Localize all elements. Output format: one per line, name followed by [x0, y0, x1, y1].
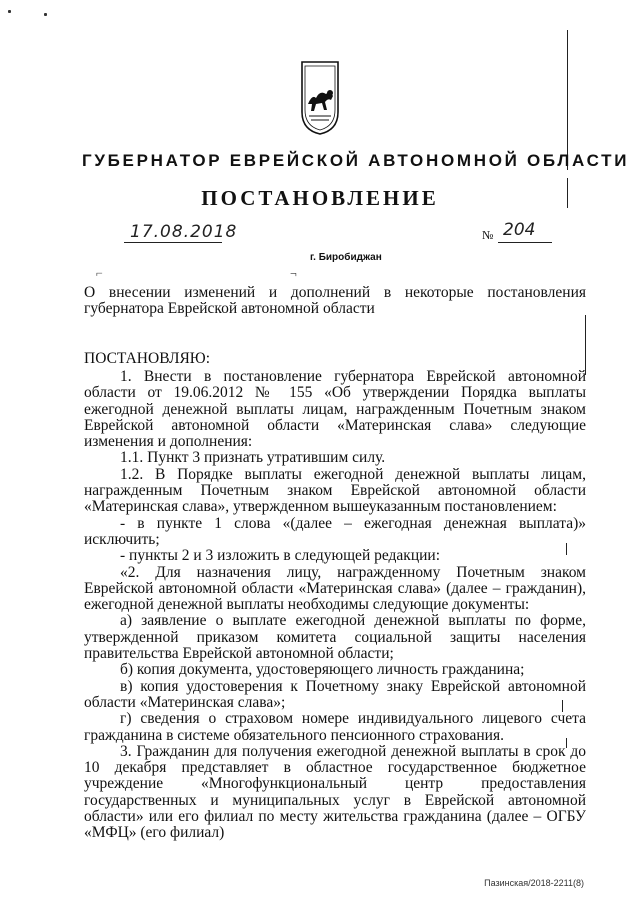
- paragraph: «2. Для назначения лицу, награжденному Почетным знаком Еврейской автономной области «Материнская слава» (далее – гражданин), ежегодной денежной выплаты необходимы следующие документы:: [84, 563, 586, 614]
- coat-of-arms-icon: [300, 60, 340, 136]
- margin-line: [585, 315, 586, 375]
- document-date: 17.08.2018: [130, 222, 238, 242]
- paragraph: 1.1. Пункт 3 признать утратившим силу.: [120, 449, 386, 467]
- paragraph: в) копия удостоверения к Почетному знаку Еврейской автономной области «Материнская слава»;: [84, 677, 586, 711]
- number-underline: [498, 242, 552, 243]
- paragraph: г) сведения о страховом номере индивидуального лицевого счета гражданина в системе обязательного пенсионного страхования.: [84, 710, 586, 744]
- document-subject: О внесении изменений и дополнений в некоторые постановления губернатора Еврейской автономной области: [84, 284, 586, 317]
- paragraph: - в пункте 1 слова «(далее – ежегодная денежная выплата)» исключить;: [84, 514, 586, 548]
- scan-speck: [8, 10, 11, 13]
- number-label: №: [482, 228, 494, 242]
- paragraph: а) заявление о выплате ежегодной денежной выплаты по форме, утвержденной приказом комитета социальной защиты населения правительства Еврейской автономной области;: [84, 612, 586, 663]
- date-underline: [124, 242, 222, 243]
- document-type-title: ПОСТАНОВЛЕНИЕ: [201, 186, 439, 210]
- paragraph: 3. Гражданин для получения ежегодной денежной выплаты в срок до 10 декабря представляет в областное государственное бюджетное учреждение «Многофункциональный центр предоставления государственных и муниципальных услуг в Еврейской автономной области» или его филиал по месту жительства гражданина (далее – ОГБУ «МФЦ» (его филиал): [84, 742, 586, 842]
- corner-bracket-left: ⌐: [96, 266, 103, 280]
- scan-speck: [44, 13, 47, 16]
- document-number: 204: [503, 220, 536, 240]
- corner-bracket-right: ¬: [290, 266, 297, 280]
- margin-line: [567, 30, 568, 170]
- paragraph: б) копия документа, удостоверяющего личность гражданина;: [120, 661, 525, 679]
- paragraph: - пункты 2 и 3 изложить в следующей редакции:: [120, 547, 441, 565]
- paragraph: 1. Внести в постановление губернатора Еврейской автономной области от 19.06.2012 № 155 «Об утверждении Порядка выплаты ежегодной денежной выплаты лицам, награжденным Почетным знаком Еврейской автономной области «Материнская слава» следующие изменения и дополнения:: [84, 368, 586, 451]
- authority-title: ГУБЕРНАТОР ЕВРЕЙСКОЙ АВТОНОМНОЙ ОБЛАСТИ: [82, 151, 630, 170]
- footer-reference: Пазинская/2018-2211(8): [484, 878, 584, 888]
- city-label: г. Биробиджан: [310, 252, 382, 263]
- paragraph: 1.2. В Порядке выплаты ежегодной денежной выплаты лицам, награжденным Почетным знаком Еврейской автономной области «Материнская слава», утвержденном вышеуказанным постановлением:: [84, 465, 586, 516]
- document-body: [84, 369, 586, 842]
- resolve-heading: ПОСТАНОВЛЯЮ:: [84, 350, 211, 367]
